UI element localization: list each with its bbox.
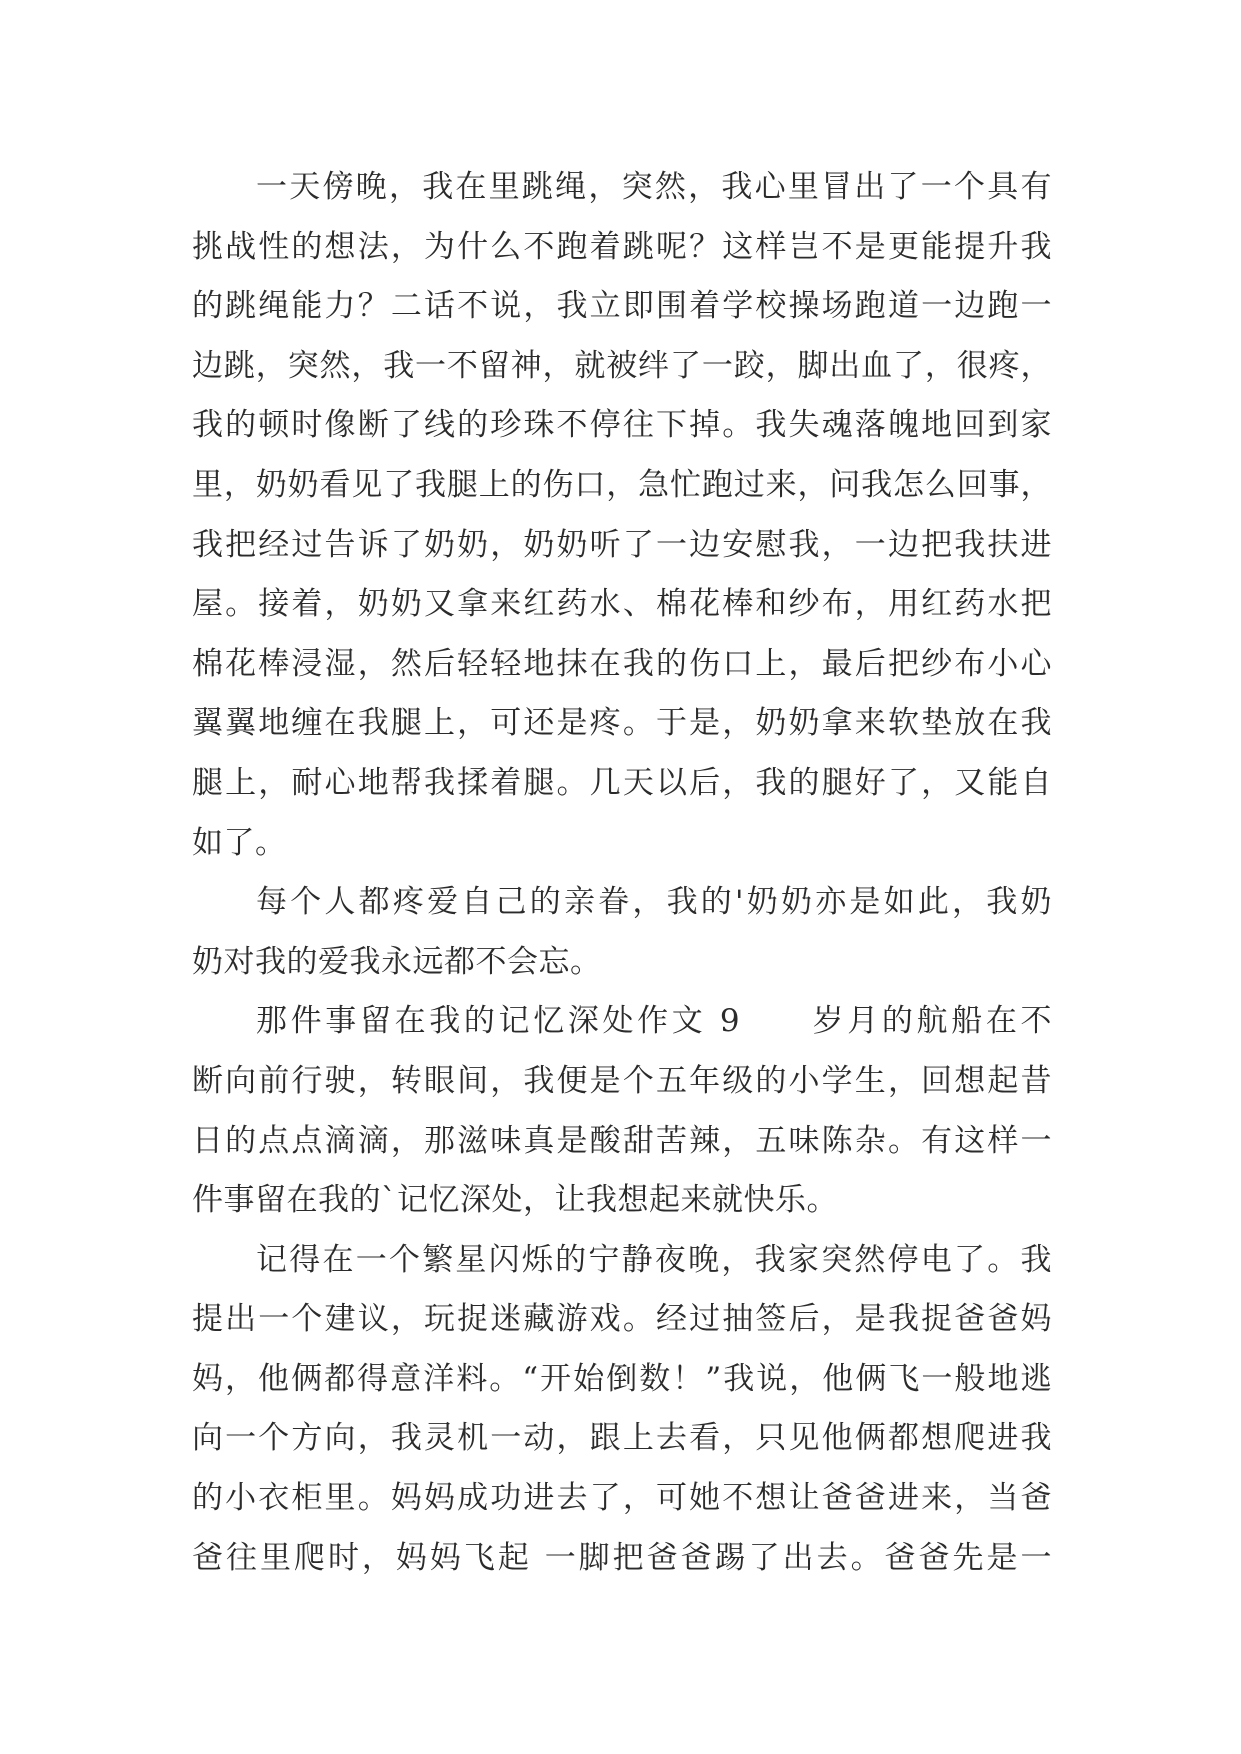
text-line: 日的点点滴滴，那滋味真是酸甜苦辣，五味陈杂。有这样一 (192, 1122, 1052, 1159)
text-line: 妈，他俩都得意洋料。“开始倒数！”我说，他俩飞一般地逃 (192, 1360, 1052, 1397)
text-line: 的小衣柜里。妈妈成功进去了，可她不想让爸爸进来，当爸 (192, 1480, 1052, 1517)
text-line: 件事留在我的`记忆深处，让我想起来就快乐。 (192, 1182, 838, 1219)
paragraph-1 (192, 158, 1052, 873)
text-line: 里，奶奶看见了我腿上的伤口，急忙跑过来，问我怎么回事， (192, 466, 1052, 503)
text-line: 的跳绳能力？二话不说，我立即围着学校操场跑道一边跑一 (192, 288, 1052, 325)
body-text (192, 158, 1052, 1588)
paragraph-2 (192, 873, 1052, 992)
text-line: 奶对我的爱我永远都不会忘。 (192, 943, 602, 980)
text-line: 向一个方向，我灵机一动，跟上去看，只见他俩都想爬进我 (192, 1420, 1052, 1457)
paragraph-4 (192, 1231, 1052, 1589)
text-line: 爸往里爬时，妈妈飞起 一脚把爸爸踢了出去。爸爸先是一 (192, 1539, 1052, 1576)
text-line: 如了。 (192, 824, 287, 861)
text-line: 边跳，突然，我一不留神，就被绊了一跤，脚出血了，很疼， (192, 347, 1052, 384)
text-line: 提出一个建议，玩捉迷藏游戏。经过抽签后，是我捉爸爸妈 (192, 1301, 1052, 1338)
text-line: 我把经过告诉了奶奶，奶奶听了一边安慰我，一边把我扶进 (192, 526, 1052, 563)
text-line: 记得在一个繁星闪烁的宁静夜晚，我家突然停电了。我 (256, 1241, 1052, 1278)
text-line: 每个人都疼爱自己的亲眷，我的'奶奶亦是如此，我奶 (256, 884, 1052, 921)
text-line: 棉花棒浸湿，然后轻轻地抹在我的伤口上，最后把纱布小心 (192, 645, 1052, 682)
text-line: 断向前行驶，转眼间，我便是个五年级的小学生，回想起昔 (192, 1062, 1052, 1099)
text-line: 翼翼地缠在我腿上，可还是疼。于是，奶奶拿来软垫放在我 (192, 705, 1052, 742)
text-line: 腿上，耐心地帮我揉着腿。几天以后，我的腿好了，又能自 (192, 764, 1052, 801)
text-line: 一天傍晚，我在里跳绳，突然，我心里冒出了一个具有 (256, 169, 1052, 205)
paragraph-3 (192, 992, 1052, 1230)
text-line: 我的顿时像断了线的珍珠不停往下掉。我失魂落魄地回到家 (192, 407, 1052, 444)
text-line: 屋。接着，奶奶又拿来红药水、棉花棒和纱布，用红药水把 (192, 586, 1052, 623)
text-line: 挑战性的想法，为什么不跑着跳呢？这样岂不是更能提升我 (192, 228, 1052, 265)
text-line: 那件事留在我的记忆深处作文 9 岁月的航船在不 (256, 1003, 1052, 1040)
